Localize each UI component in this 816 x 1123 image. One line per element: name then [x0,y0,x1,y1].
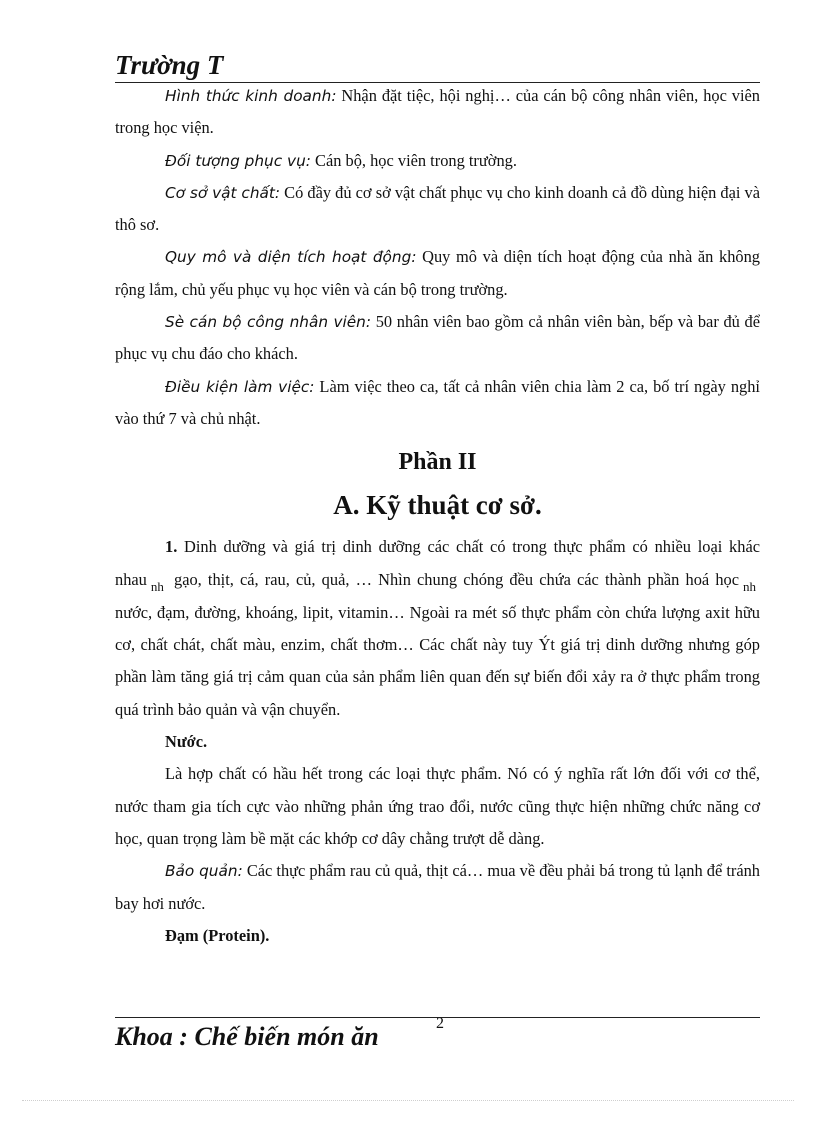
storage-text: Các thực phẩm rau củ quả, thịt cá… mua về đều phải bá trong tủ lạnh để tránh bay hơi nước. [115,861,761,913]
scale-text: Quy mô và diện tích hoạt động của nhà ăn không rộng lắm, chủ yếu phục vụ học viên và cán bộ trong trường. [115,247,761,299]
storage-paragraph [115,855,760,920]
nutrition-nh-1: nh [150,578,164,594]
nutrition-nh-2: nh [743,578,756,594]
facilities-text: Có đầy đủ cơ sở vật chất phục vụ cho kinh doanh cả đồ dùng hiện đại và thô sơ. [115,182,760,235]
facilities-label: Cơ sở vật chất: [165,183,281,202]
document-body [115,80,760,952]
storage-label: Bảo quản: [165,862,243,881]
nutrition-paragraph [115,531,760,726]
service-target-text: Cán bộ, học viên trong trường. [310,150,517,170]
part-heading: Phần II [398,449,477,476]
service-target-label: Đối tượng phục vụ: [165,151,311,170]
water-heading: Nước. [165,732,208,752]
header-title: Trường T [115,50,224,80]
page-number: 2 [436,1015,444,1032]
bottom-dotted-line [22,1100,794,1101]
working-conditions-text: Làm việc theo ca, tất cả nhân viên chia làm 2 ca, bố trí ngày nghỉ vào thứ 7 và chủ nhật. [115,376,760,428]
business-form-label: Hình thức kinh doanh: [165,87,337,105]
scale-paragraph [115,241,760,306]
working-conditions-label: Điều kiện làm việc: [165,377,315,396]
staff-count-paragraph [115,306,760,371]
nutrition-text-b: gạo, thịt, cá, rau, củ, quả, … Nhìn chung chóng đều chứa các thành phần hoá học [167,569,739,589]
facilities-paragraph [115,177,760,242]
footer-title: Khoa : Chế biến món ăn [115,1022,379,1051]
nutrition-number: 1. [165,537,178,557]
staff-count-label: Sè cán bộ công nhân viên: [165,313,372,332]
service-target-paragraph [115,145,760,177]
scale-label: Quy mô và diện tích hoạt động: [165,248,417,267]
protein-heading: Đạm (Protein). [165,925,270,945]
business-form-text: Nhận đặt tiệc, hội nghị… của cán bộ công nhân viên, học viên trong học viện. [115,86,760,138]
staff-count-text: 50 nhân viên bao gồm cả nhân viên bàn, bếp và bar đủ để phục vụ chu đáo cho khách. [115,312,760,364]
working-conditions-paragraph [115,371,760,436]
business-form-paragraph [115,80,760,145]
nutrition-text-c: nước, đạm, đường, khoáng, lipit, vitamin… Ngoài ra mét số thực phẩm còn chứa lượng axit hữu cơ, chất chát, chất màu, enzim, chất thơm… Các chất này tuy Ýt giá trị dinh dưỡng nhưng góp phần làm tăng giá trị cảm quan của sản phẩm liên quan đến sự biến đổi xảy ra ở thực phẩm trong quá trình bảo quản và vận chuyển. [115,602,760,719]
section-heading: A. Kỹ thuật cơ sở. [333,490,542,521]
nutrition-text-a: Dinh dưỡng và giá trị dinh dưỡng các chất có trong thực phẩm có nhiều loại khác nhau [115,537,760,589]
water-paragraph: Là hợp chất có hầu hết trong các loại thực phẩm. Nó có ý nghĩa rất lớn đối với cơ thể, nước tham gia tích cực vào những phản ứng trao đổi, nước cũng thực hiện những chức năng cơ học, quan trọng làm bề mặt các khớp cơ dây chằng trượt dễ dàng. [115,764,760,848]
